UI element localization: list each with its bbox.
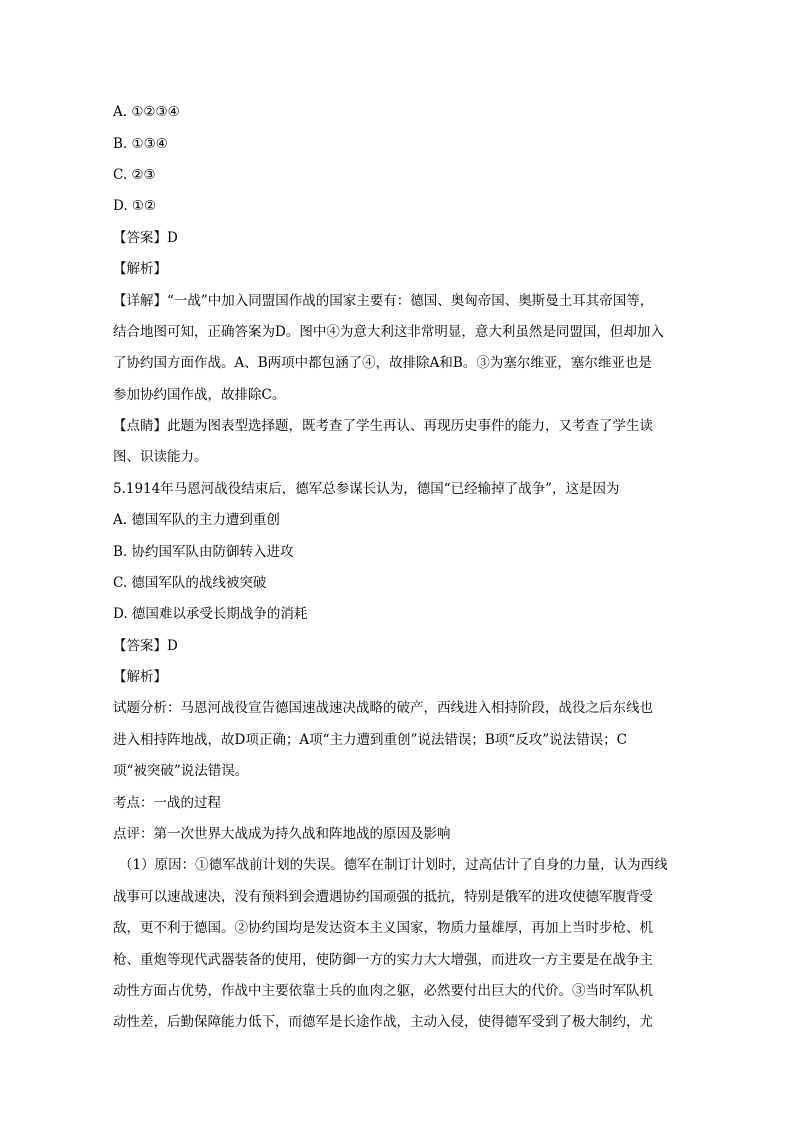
detail-paragraph-line: 结合地图可知，正确答案为D。图中④为意大利这非常明显，意大利虽然是同盟国，但却加入	[113, 324, 664, 340]
reason-paragraph-line: 动性方面占优势，作战中主要依靠士兵的血肉之躯，必然要付出巨大的代价。③当时军队机	[113, 983, 653, 999]
answer-line: 【答案】D	[113, 638, 178, 654]
reason-paragraph-line: 敌，更不利于德国。②协约国均是发达资本主义国家，物质力量雄厚，再加上当时步枪、机	[113, 920, 653, 936]
option-d-line: D. 德国难以承受长期战争的消耗	[113, 606, 308, 622]
analysis-paragraph-line: 项“被突破”说法错误。	[113, 763, 249, 779]
comment-paragraph-line: 图、识读能力。	[113, 449, 208, 465]
option-d-line: D. ①②	[113, 198, 157, 214]
detail-paragraph-line: 【详解】“一战”中加入同盟国作战的国家主要有：德国、奥匈帝国、奥斯曼土耳其帝国等，	[113, 293, 654, 309]
reason-paragraph-line: 战事可以速战速决，没有预料到会遭遇协约国顽强的抵抗，特别是俄军的进攻使德军腹背受	[113, 889, 653, 905]
comment-paragraph-line: 【点睛】此题为图表型选择题，既考查了学生再认、再现历史事件的能力，又考查了学生读	[113, 418, 653, 434]
reason-paragraph-line: 动性差，后勤保障能力低下，而德军是长途作战，主动入侵，使得德军受到了极大制约，尤	[113, 1014, 653, 1030]
analysis-heading: 【解析】	[113, 261, 167, 277]
option-b-line: B. 协约国军队由防御转入进攻	[113, 544, 294, 560]
analysis-paragraph-line: 试题分析：马恩河战役宣告德国速战速决战略的破产，西线进入相持阶段，战役之后东线也	[113, 700, 653, 716]
option-c-line: C. 德国军队的战线被突破	[113, 575, 267, 591]
detail-paragraph-line: 了协约国方面作战。A、B两项中都包涵了④，故排除A和B。③为塞尔维亚，塞尔维亚也是	[113, 355, 652, 371]
option-b-line: B. ①③④	[113, 136, 168, 152]
option-a-line: A. ①②③④	[113, 104, 180, 120]
answer-line: 【答案】D	[113, 230, 178, 246]
test-point-line: 考点：一战的过程	[113, 795, 221, 811]
detail-paragraph-line: 参加协约国作战，故排除C。	[113, 387, 286, 403]
option-c-line: C. ②③	[113, 167, 156, 183]
reason-paragraph-line: 枪、重炮等现代武器装备的使用，使防御一方的实力大大增强，而进攻一方主要是在战争主	[113, 952, 653, 968]
reason-paragraph-line: （1）原因：①德军战前计划的失误。德军在制订计划时，过高估计了自身的力量，认为西线	[119, 857, 668, 873]
analysis-heading: 【解析】	[113, 669, 167, 685]
analysis-paragraph-line: 进入相持阵地战，故D项正确；A项“主力遭到重创”说法错误；B项“反攻”说法错误；C	[113, 732, 627, 748]
option-a-line: A. 德国军队的主力遭到重创	[113, 512, 280, 528]
review-line: 点评：第一次世界大战成为持久战和阵地战的原因及影响	[113, 826, 451, 842]
question-5-stem: 5.1914年马恩河战役结束后，德军总参谋长认为，德国“已经输掉了战争”，这是因为	[113, 481, 620, 497]
